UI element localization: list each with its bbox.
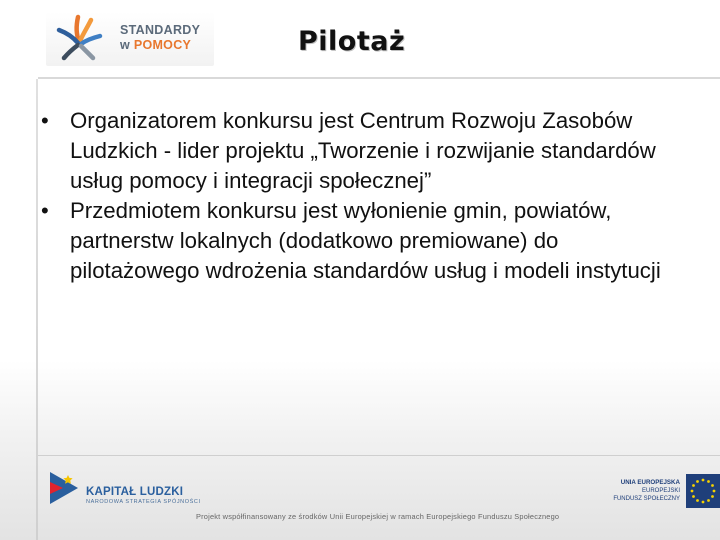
- bullet-glyph: •: [41, 198, 49, 223]
- kapital-ludzki-title: KAPITAŁ LUDZKI: [86, 486, 184, 498]
- logo-prefix-w: w: [120, 38, 131, 52]
- eu-label-line3: FUNDUSZ SPOŁECZNY: [613, 496, 680, 502]
- kapital-ludzki-subtitle: NARODOWA STRATEGIA SPÓJNOŚCI: [86, 499, 201, 505]
- slide-title: Pilotaż: [298, 26, 406, 57]
- bullet-item: [32, 106, 692, 196]
- bullet-glyph: •: [41, 108, 49, 133]
- logo-accent-pomocy: POMOCY: [133, 38, 192, 52]
- eu-label-line1: UNIA EUROPEJSKA: [620, 479, 680, 486]
- header-divider: [38, 77, 720, 79]
- bullet-list: [32, 106, 692, 286]
- kapital-ludzki-logo-icon: [48, 470, 80, 506]
- eu-label: [606, 479, 680, 503]
- bullet-item: [32, 196, 692, 286]
- eu-label-line2: EUROPEJSKI: [641, 488, 680, 494]
- bullet-text: Przedmiotem konkursu jest wyłonienie gmin, powiatów, partnerstw lokalnych (dodatkowo premiowane) do pilotażowego wdrożenia standardów usług i modeli instytucji: [70, 198, 661, 283]
- logo-line-standardy: STANDARDY: [120, 23, 201, 37]
- funding-note: Projekt współfinansowany ze środków Unii Europejskiej w ramach Europejskiego Funduszu Społecznego: [196, 512, 560, 521]
- footer-divider: [38, 455, 720, 456]
- logo-line-pomocy: [120, 38, 214, 53]
- bullet-text: Organizatorem konkursu jest Centrum Rozwoju Zasobów Ludzkich - lider projektu „Tworzenie i rozwijanie standardów usług pomocy i integracji społecznej”: [70, 108, 656, 193]
- standardy-logo: [46, 12, 214, 66]
- standardy-star-logo-icon: [54, 14, 104, 64]
- eu-flag-icon: [686, 474, 720, 508]
- standardy-logo-text: [120, 23, 214, 53]
